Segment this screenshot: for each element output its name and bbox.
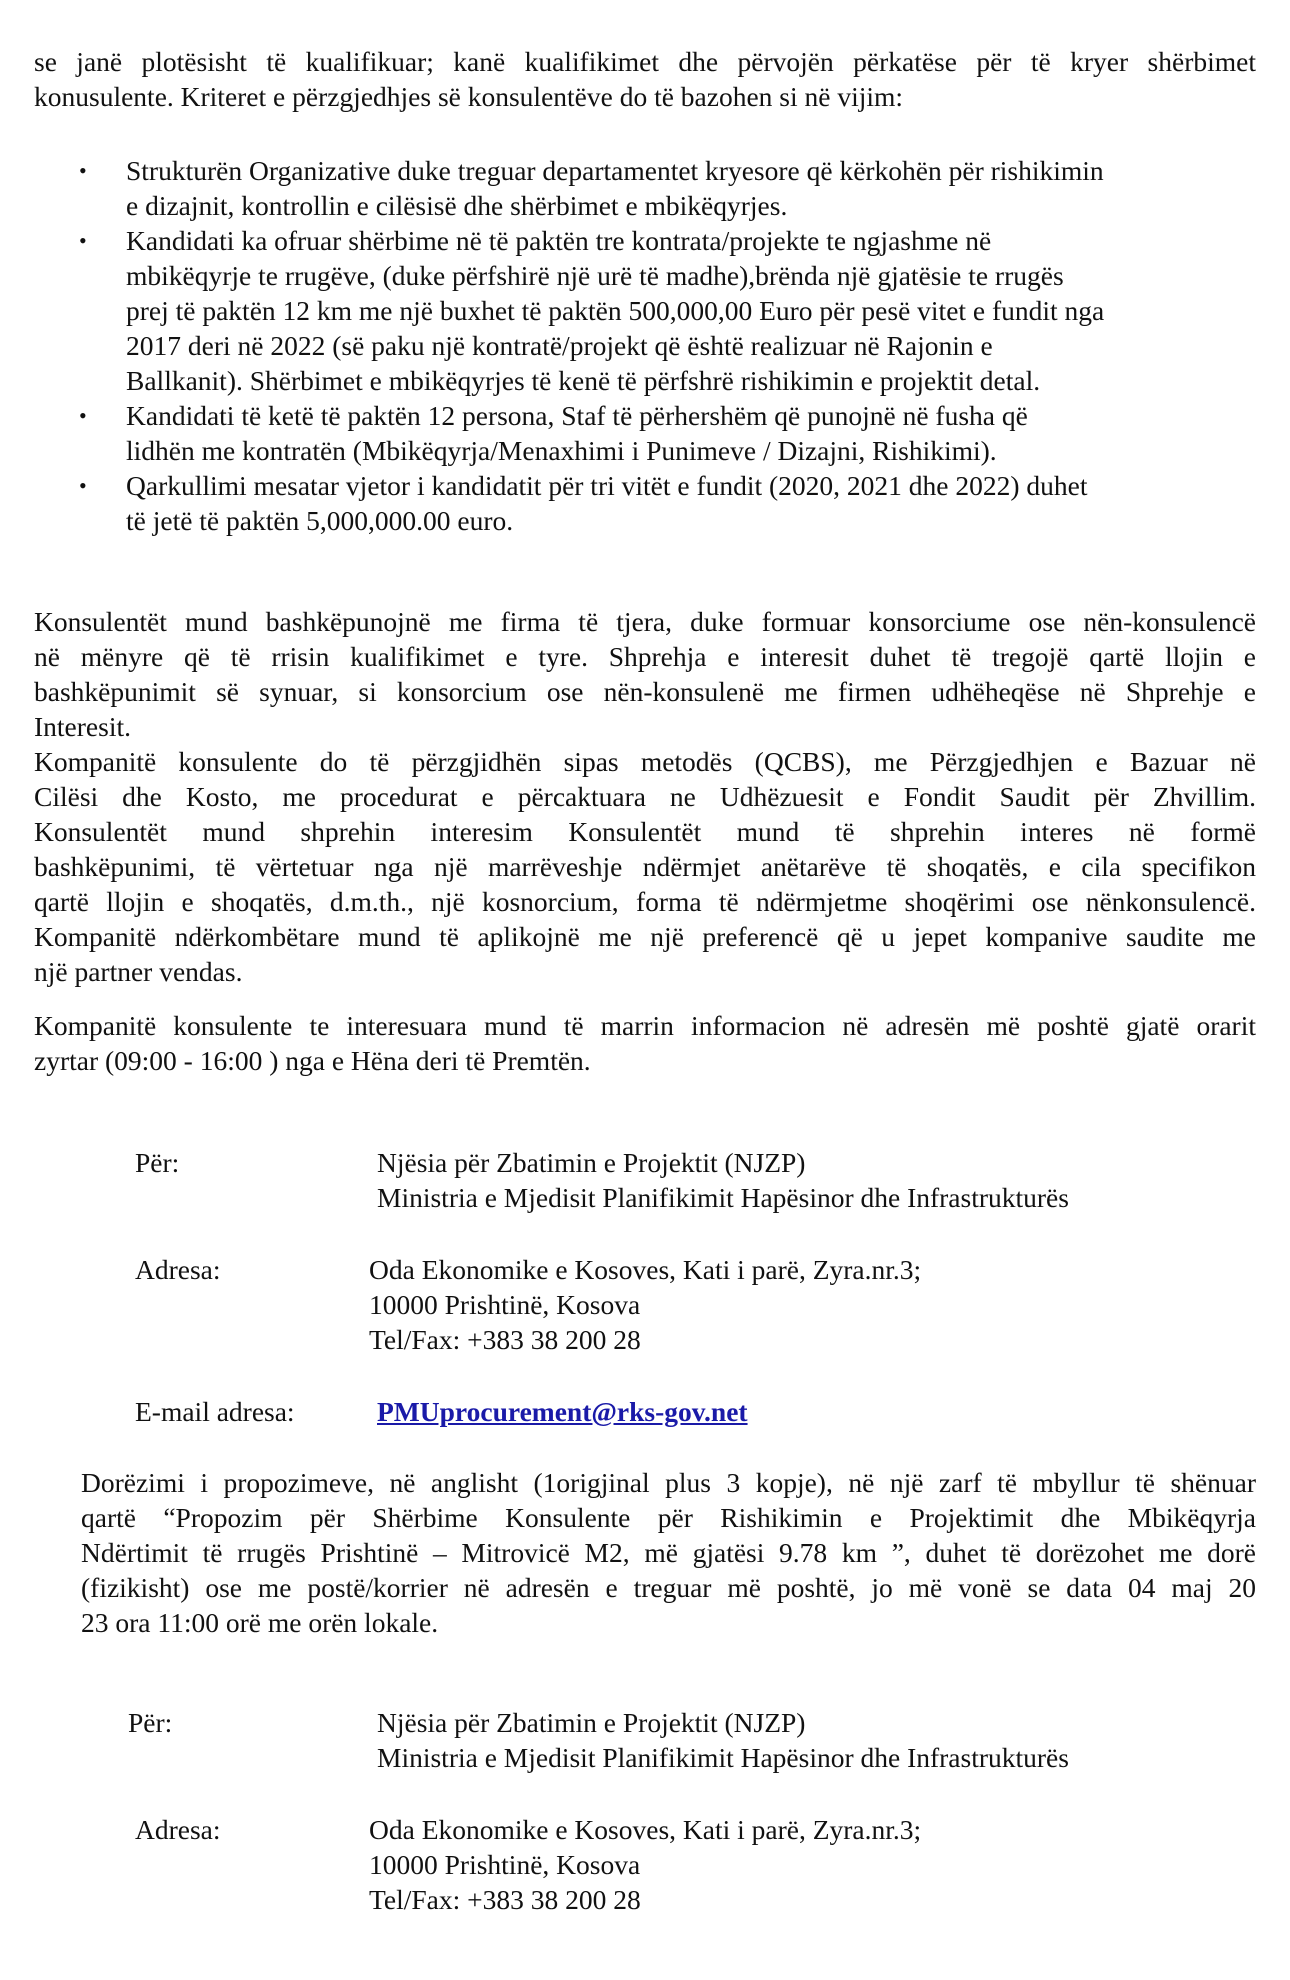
criteria-item-line: Kandidati ka ofruar shërbime në të paktën tre kontrata/projekte te ngjashme në bbox=[126, 225, 992, 256]
text-line: Interesit. bbox=[34, 711, 131, 742]
recipient-unit: Njësia për Zbatimin e Projektit (NJZP) bbox=[377, 1147, 806, 1178]
criteria-item-line: Qarkullimi mesatar vjetor i kandidatit për tri vitët e fundit (2020, 2021 dhe 2022) duhet bbox=[126, 470, 1088, 501]
criteria-item-line: lidhën me kontratën (Mbikëqyrja/Menaxhimi i Punimeve / Dizajni, Rishikimi). bbox=[126, 435, 997, 466]
address-line-1: Oda Ekonomike e Kosoves, Kati i parë, Zyra.nr.3; bbox=[369, 1254, 922, 1285]
text-line: Cilësi dhe Kosto, me procedurat e përcaktuara ne Udhëzuesit e Fondit Saudit për Zhvillim. bbox=[34, 781, 1256, 812]
per-label: Për: bbox=[135, 1147, 180, 1178]
criteria-item-line: prej të paktën 12 km me një buxhet të paktën 500,000,00 Euro për pesë vitet e fundit nga bbox=[126, 295, 1105, 326]
criteria-item-line: Strukturën Organizative duke treguar departamentet kryesore që kërkohën për rishikimin bbox=[126, 155, 1104, 186]
criteria-item-line: Ballkanit). Shërbimet e mbikëqyrjes të kenë të përfshrë rishikimin e projektit detal. bbox=[126, 365, 1041, 396]
bullet-icon: • bbox=[79, 228, 87, 253]
info-paragraph bbox=[34, 1008, 1256, 1078]
address-line-3: Tel/Fax: +383 38 200 28 bbox=[369, 1324, 641, 1355]
recipient-ministry: Ministria e Mjedisit Planifikimit Hapësinor dhe Infrastrukturës bbox=[377, 1742, 1069, 1773]
text-line: Kompanitë konsulente te interesuara mund të marrin informacion në adresën më poshtë gjatë orarit bbox=[34, 1010, 1256, 1041]
text-line: Ndërtimit të rrugës Prishtinë – Mitrovicë M2, më gjatësi 9.78 km ”, duhet të dorëzohet me dorë bbox=[81, 1537, 1256, 1568]
email-label: E-mail adresa: bbox=[135, 1396, 295, 1427]
text-line: bashkëpunimi, të vërtetuar nga një marrëveshje ndërmjet anëtarëve të shoqatës, e cila specifikon bbox=[34, 851, 1256, 882]
text-line: Kompanitë konsulente do të përzgjidhën sipas metodës (QCBS), me Përzgjedhjen e Bazuar në bbox=[34, 746, 1256, 777]
submission-paragraph bbox=[81, 1465, 1256, 1640]
text-line: qartë “Propozim për Shërbime Konsulente për Rishikimin e Projektimit dhe Mbikëqyrja bbox=[81, 1502, 1256, 1533]
text-line: bashkëpunimit së synuar, si konsorcium ose nën-konsulenë me firmen udhëheqëse në Shprehje e bbox=[34, 676, 1256, 707]
address-line-2: 10000 Prishtinë, Kosova bbox=[369, 1849, 641, 1880]
consortium-paragraph bbox=[34, 604, 1256, 989]
criteria-item bbox=[79, 468, 1246, 538]
criteria-item-line: 2017 deri në 2022 (së paku një kontratë/projekt që është realizuar në Rajonin e bbox=[126, 330, 993, 361]
criteria-item-line: e dizajnit, kontrollin e cilësisë dhe shërbimet e mbikëqyrjes. bbox=[126, 190, 788, 221]
bullet-icon: • bbox=[79, 473, 87, 498]
bullet-icon: • bbox=[79, 158, 87, 183]
address-label: Adresa: bbox=[135, 1814, 221, 1845]
text-line: qartë llojin e shoqatës, d.m.th., një kosnorcium, forma të ndërmjetme shoqërimi ose nënkonsulencë. bbox=[34, 886, 1256, 917]
recipient-ministry: Ministria e Mjedisit Planifikimit Hapësinor dhe Infrastrukturës bbox=[377, 1182, 1069, 1213]
criteria-item-line: mbikëqyrje te rrugëve, (duke përfshirë një urë të madhe),brënda një gjatësie te rrugës bbox=[126, 260, 1064, 291]
intro-line-1: se janë plotësisht të kualifikuar; kanë kualifikimet dhe përvojën përkatëse për të kryer shërbimet bbox=[34, 46, 1256, 77]
intro-paragraph bbox=[34, 44, 1256, 114]
criteria-item bbox=[79, 153, 1246, 223]
text-line: Konsulentët mund shprehin interesim Konsulentët mund të shprehin interes në formë bbox=[34, 816, 1256, 847]
criteria-item bbox=[79, 223, 1246, 398]
text-line: 23 ora 11:00 orë me orën lokale. bbox=[81, 1607, 439, 1638]
recipient-unit: Njësia për Zbatimin e Projektit (NJZP) bbox=[377, 1707, 806, 1738]
text-line: Konsulentët mund bashkëpunojnë me firma të tjera, duke formuar konsorciume ose nën-konsulencë bbox=[34, 606, 1256, 637]
bullet-icon: • bbox=[79, 403, 87, 428]
criteria-item bbox=[79, 398, 1246, 468]
address-line-1: Oda Ekonomike e Kosoves, Kati i parë, Zyra.nr.3; bbox=[369, 1814, 922, 1845]
criteria-list bbox=[79, 153, 1246, 538]
address-line-3: Tel/Fax: +383 38 200 28 bbox=[369, 1884, 641, 1915]
address-label: Adresa: bbox=[135, 1254, 221, 1285]
address-line-2: 10000 Prishtinë, Kosova bbox=[369, 1289, 641, 1320]
text-line: Dorëzimi i propozimeve, në anglisht (1origjinal plus 3 kopje), në një zarf të mbyllur të shënuar bbox=[81, 1467, 1256, 1498]
email-link[interactable]: PMUprocurement@rks-gov.net bbox=[377, 1396, 748, 1427]
text-line: Kompanitë ndërkombëtare mund të aplikojnë me një preferencë që u jepet kompanive saudite me bbox=[34, 921, 1256, 952]
text-line: (fizikisht) ose me postë/korrier në adresën e treguar më poshtë, jo më vonë se data 04 maj 20 bbox=[81, 1572, 1256, 1603]
criteria-item-line: Kandidati të ketë të paktën 12 persona, Staf të përhershëm që punojnë në fusha që bbox=[126, 400, 1028, 431]
text-line: në mënyre që të rrisin kualifikimet e tyre. Shprehja e interesit duhet të tregojë qartë llojin e bbox=[34, 641, 1256, 672]
criteria-item-line: të jetë të paktën 5,000,000.00 euro. bbox=[126, 505, 514, 536]
text-line: një partner vendas. bbox=[34, 956, 243, 987]
per-label: Për: bbox=[128, 1707, 173, 1738]
intro-line-2: konusulente. Kriteret e përzgjedhjes së konsulentëve do të bazohen si në vijim: bbox=[34, 81, 904, 112]
text-line: zyrtar (09:00 - 16:00 ) nga e Hëna deri të Premtën. bbox=[34, 1045, 591, 1076]
